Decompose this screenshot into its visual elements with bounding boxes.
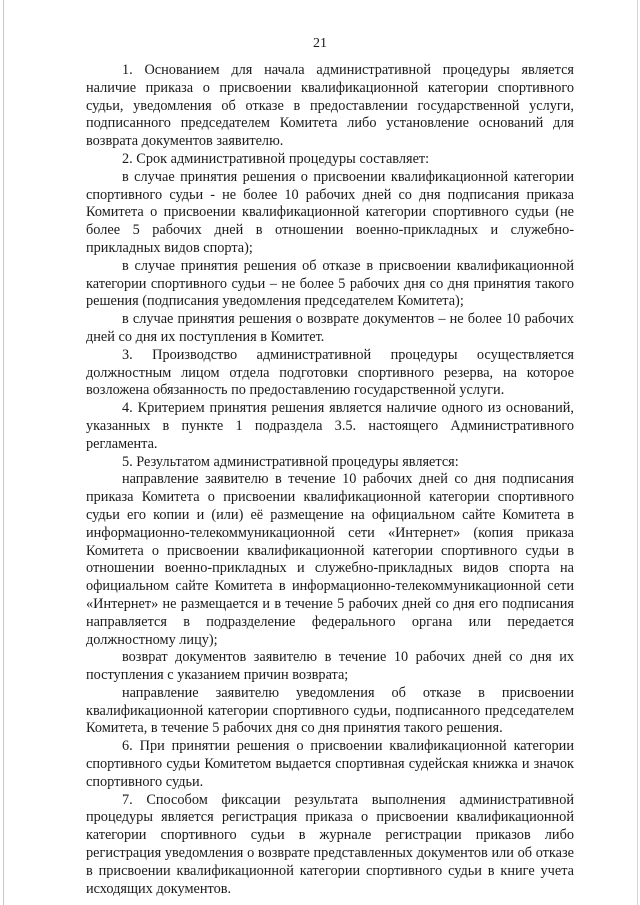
paragraph-2-item-1: в случае принятия решения о присвоении квалификационной категории спортивного судьи - не более 10 рабочих дней со дня подписания приказа Комитета о присвоении квалификационной категории спортивного судьи (не более 5 рабочих дней в отношении военно-прикладных и служебно-прикладных видов спорта); bbox=[86, 168, 574, 256]
paragraph-5-item-2: возврат документов заявителю в течение 10 рабочих дней со дня их поступления с указанием причин возврата; bbox=[86, 649, 574, 684]
paragraph-4: 4. Критерием принятия решения является наличие одного из оснований, указанных в пункте 1 подраздела 3.5. настоящего Административного регламента. bbox=[86, 400, 574, 452]
paragraph-3: 3. Производство административной процедуры осуществляется должностным лицом отдела подготовки спортивного резерва, на которое возложена обязанность по предоставлению государственной услуги. bbox=[86, 346, 574, 399]
paragraph-7: 7. Способом фиксации результата выполнения административной процедуры является регистрация приказа о присвоении квалификационной категории спортивного судьи в журнале регистрации приказов либо регистрация уведомления о возврате представленных документов или об отказе в присвоении квалификационной категории спортивного судьи в книге учета исходящих документов. bbox=[86, 791, 574, 897]
paragraph-2: 2. Срок административной процедуры составляет: bbox=[122, 150, 430, 167]
paragraph-2-item-2: в случае принятия решения об отказе в присвоении квалификационной категории спортивного судьи – не более 5 рабочих дня со дня принятия такого решения (подписания уведомления председателем Комитета); bbox=[86, 257, 574, 310]
paragraph-6: 6. При принятии решения о присвоении квалификационной категории спортивного судьи Комитетом выдается спортивная судейская книжка и значок спортивного судьи. bbox=[86, 738, 574, 790]
paragraph-5-item-1: направление заявителю в течение 10 рабочих дней со дня подписания приказа Комитета о присвоении квалификационной категории спортивного судьи его копии и (или) её размещение на официальном сайте Комитета в информационно-телекоммуникационной сети «Интернет» (копия приказа Комитета о присвоении квалификационной категории спортивного судьи в отношении военно-прикладных и служебно-прикладных видов спорта на официальном сайте Комитета в информационно-телекоммуникационной сети «Интернет» не размещается и в течение 5 рабочих дней со дня его подписания направляется в подразделение федерального органа или передается должностному лицу); bbox=[86, 471, 574, 648]
paragraph-1: 1. Основанием для начала административной процедуры является наличие приказа о присвоении квалификационной категории спортивного судьи, уведомления об отказе в предоставлении государственной услуги, подписанного председателем Комитета либо установление оснований для возврата документов заявителю. bbox=[86, 62, 574, 150]
paragraph-2-item-3: в случае принятия решения о возврате документов – не более 10 рабочих дней со дня их поступления в Комитет. bbox=[86, 311, 574, 345]
page-number: 21 bbox=[313, 36, 327, 51]
scan-edge-left bbox=[3, 0, 4, 905]
paragraph-5-item-3: направление заявителю уведомления об отказе в присвоении квалификационной категории спортивного судьи, подписанного председателем Комитета, в течение 5 рабочих дня со дня принятия такого решения. bbox=[86, 684, 574, 737]
paragraph-5: 5. Результатом административной процедуры является: bbox=[122, 453, 459, 470]
document-body bbox=[86, 62, 574, 898]
scan-edge-right bbox=[637, 0, 638, 905]
